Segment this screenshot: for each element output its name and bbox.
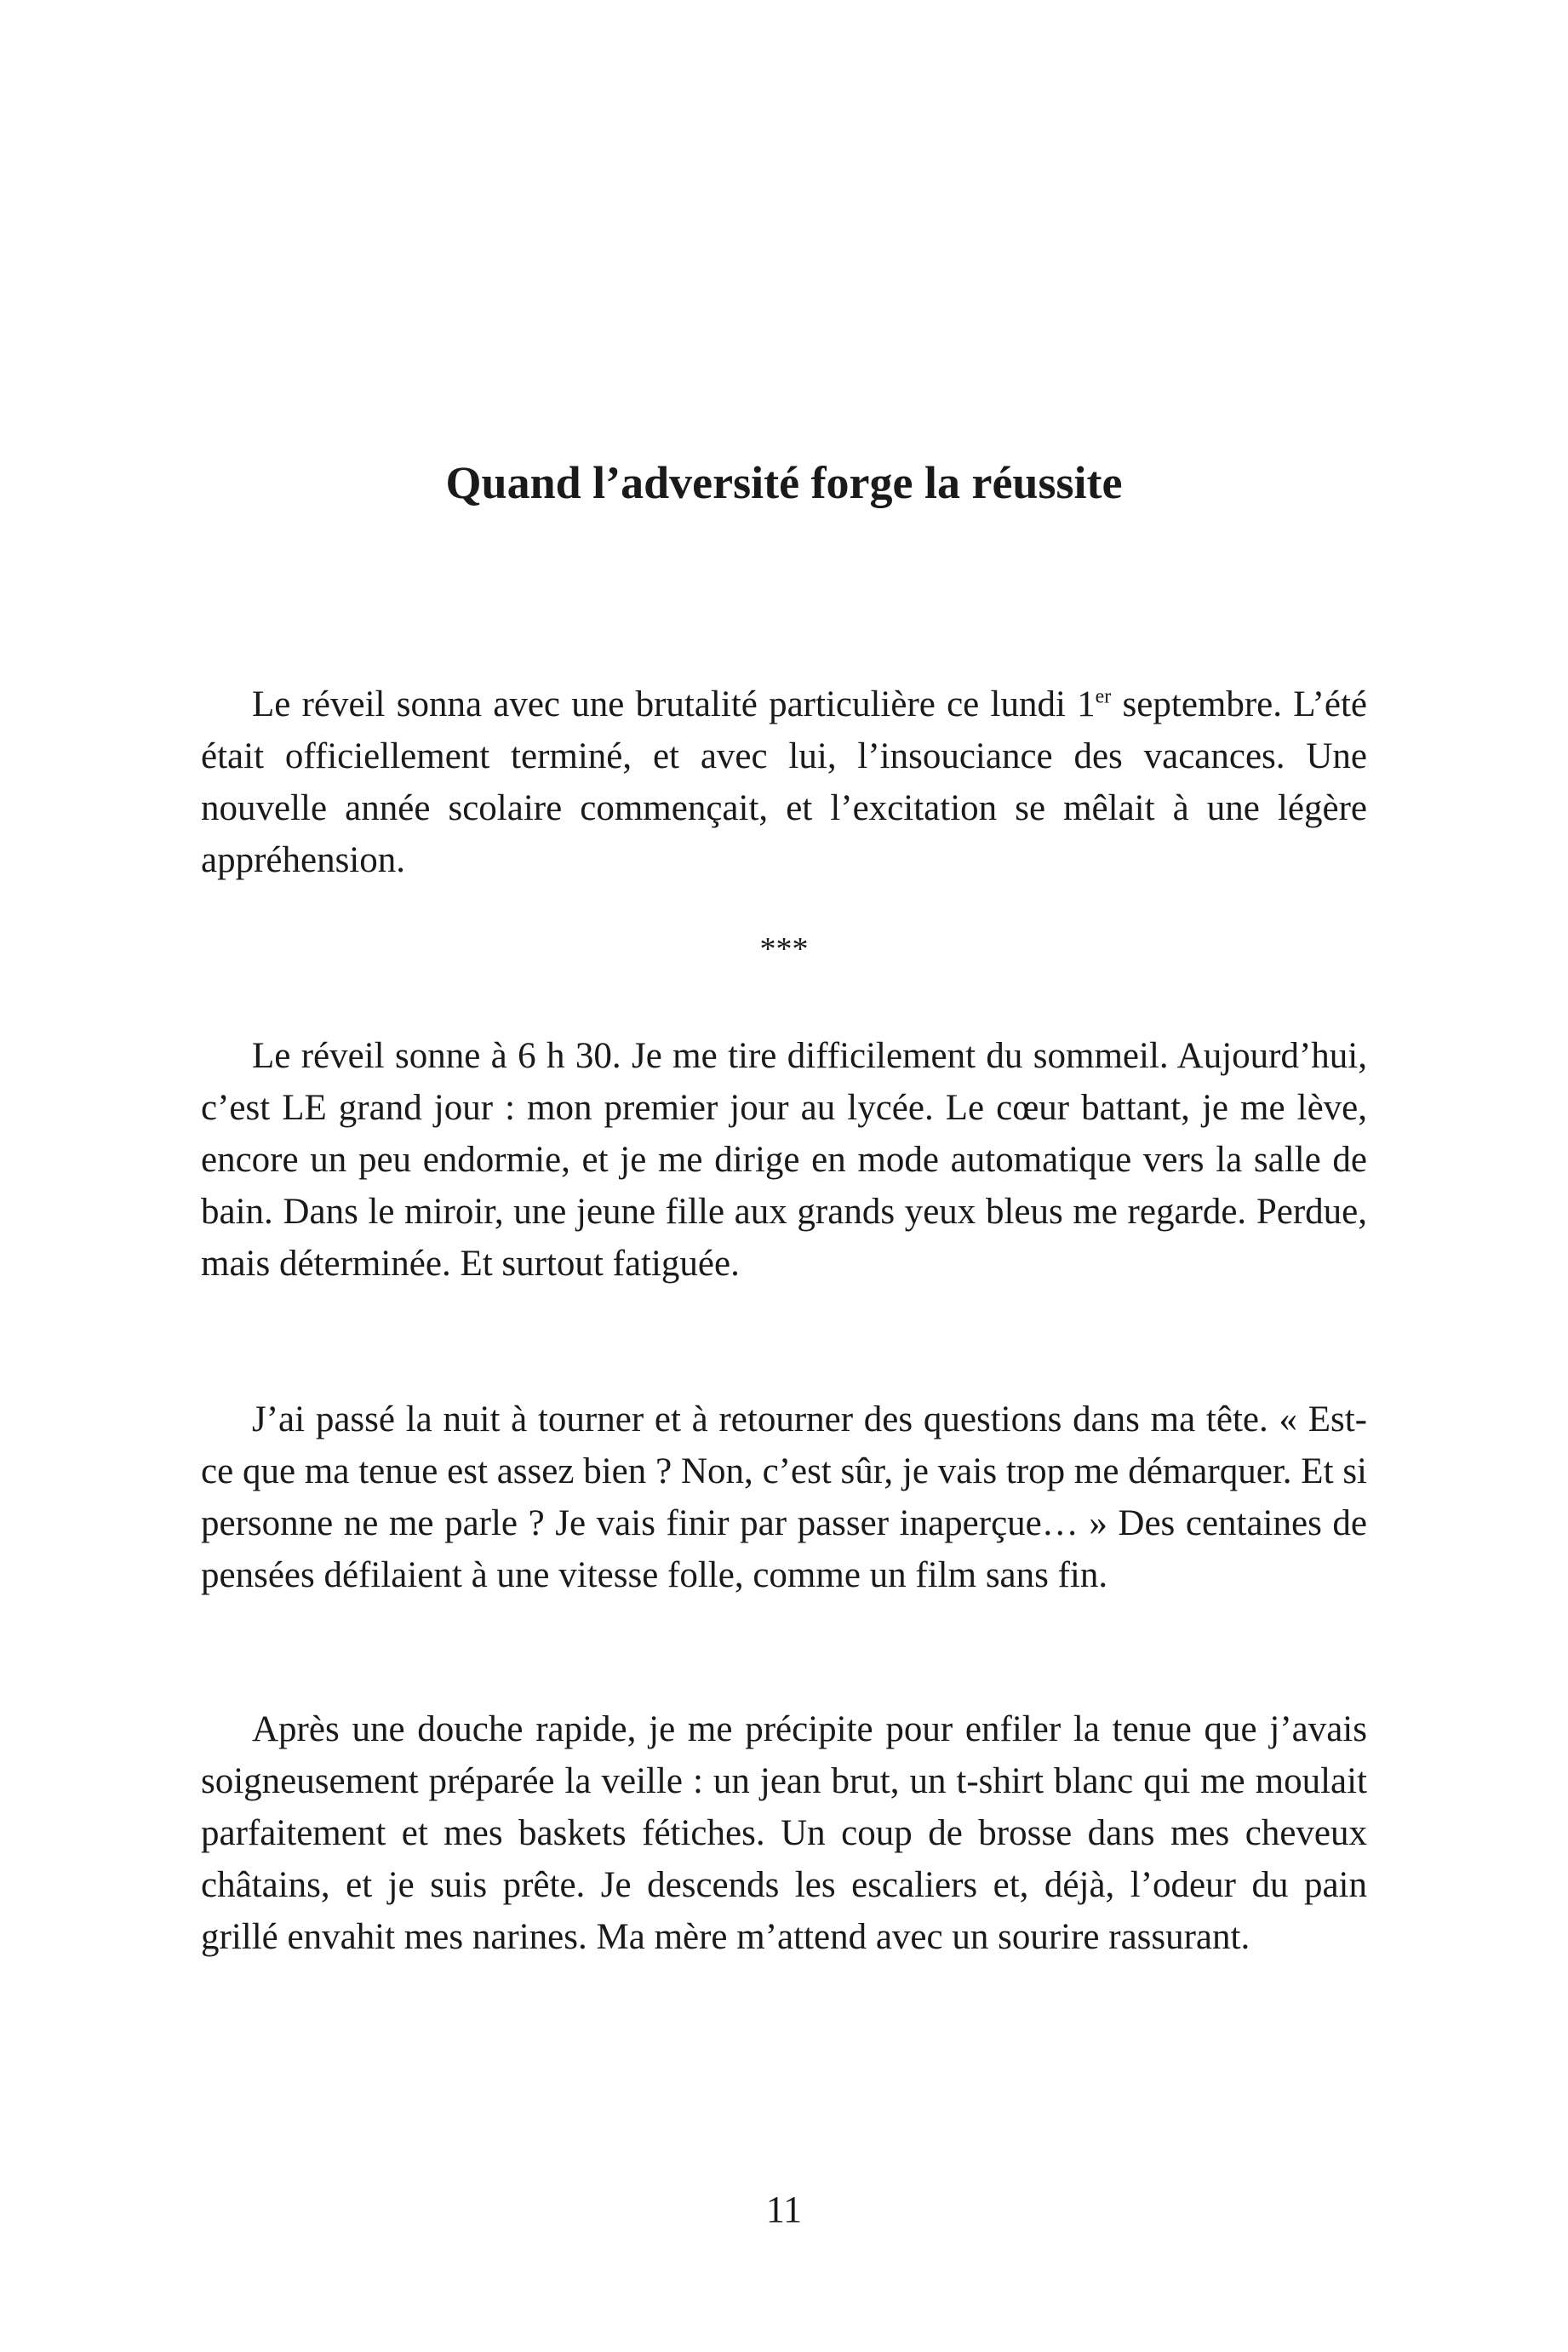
intro-text-start: Le réveil sonna avec une brutalité particulière ce lundi 1 — [252, 684, 1096, 724]
intro-text-end: septembre. L’été était officiellement terminé, et avec lui, l’insouciance des vacances. Une nouvelle année scolaire commençait, et l’excitation se mêlait à une légère appréhension. — [201, 684, 1367, 880]
intro-paragraph — [201, 678, 1367, 886]
body-paragraph: Le réveil sonne à 6 h 30. Je me tire difficilement du sommeil. Aujourd’hui, c’est LE grand jour : mon premier jour au lycée. Le cœur battant, je me lève, encore un peu endormie, et je me dirige en mode automatique vers la salle de bain. Dans le miroir, une jeune fille aux grands yeux bleus me regarde. Perdue, mais déterminée. Et surtout fatiguée. — [201, 1036, 1367, 1284]
section-separator: *** — [759, 931, 809, 967]
body-paragraph: J’ai passé la nuit à tourner et à retourner des questions dans ma tête. « Est-ce que ma tenue est assez bien ? Non, c’est sûr, je vais trop me démarquer. Et si personne ne me parle ? Je vais finir par passer inaperçue… » Des centaines de pensées défilaient à une vitesse folle, comme un film sans fin. — [201, 1399, 1367, 1595]
ordinal-superscript: er — [1095, 685, 1112, 708]
page-number: 11 — [765, 2189, 803, 2230]
body-paragraph: Après une douche rapide, je me précipite pour enfiler la tenue que j’avais soigneusement préparée la veille : un jean brut, un t-shirt blanc qui me moulait parfaitement et mes baskets fétiches. Un coup de brosse dans mes cheveux châtains, et je suis prête. Je descends les escaliers et, déjà, l’odeur du pain grillé envahit mes narines. Ma mère m’attend avec un sourire rassurant. — [201, 1709, 1367, 1957]
chapter-title: Quand l’adversité forge la réussite — [445, 457, 1123, 508]
